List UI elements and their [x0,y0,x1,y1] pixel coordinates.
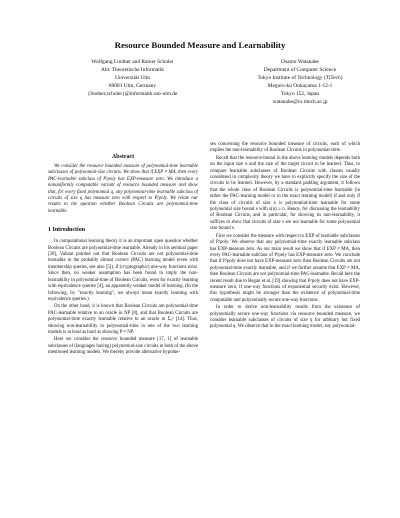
left-column [48,148,198,358]
paper-title: Resource Bounded Measure and Learnability [114,40,286,50]
author-city: 89081 Ulm, Germany [108,83,157,89]
paragraph: In computational learning theory it is an important open question whether Boolean Circuits are polynomial-time learnable. Already in his seminal paper [20], Valiant pointed out that Boolean Circuits are not polynomial-time learnable in the probably almost correct (PAC) learning model (even with membership queries, see also [5]), if (cryptographic) one-way functions exist. Since then, no weaker assumption has been found to imply the non-learnability in polynomial-time of Boolean Circuits, even for exactly learning with equivalence queries [4], an apparently weaker model of learning. (In the following, by "exactly learning", we always mean exactly learning with equivalence queries.) [48,239,198,302]
paragraph: In order to derive non-learnability results from the existence of polynomially secure one-way functions via resource bounded measure, we consider learnable subclasses of circuits of size q for arbitrary but fixed polynomial q. We observe that in the exact learning model, any polynomial- [210,305,360,330]
author-dept: Abt. Theoretische Informatik [101,67,164,73]
author-name: Osamu Watanabe [281,59,319,65]
paragraph: On the other hand, it is known that Boolean Circuits are polynomial-time PAC-learnable relative to an oracle in NP [8], and that Boolean Circuits are polynomial-time exactly learnable relative to an oracle in Σ₃ᵖ [14]. Thus, showing non-learnability in polynomial-time in one of the two learning models is at least as hard as showing P ≠ NP. [48,304,198,335]
author-city: Tokyo 152, Japan [280,91,320,97]
section-heading: 1 Introduction [48,227,86,234]
author-university: Universität Ulm [115,75,150,81]
author-block-right [240,58,360,106]
author-dept: Department of Computer Science [263,67,337,73]
paragraph: Recall that the resource-bound in the above learning models depends both on the input size n and the size of the target circuit to be learned. Thus, to compare learnable subclasses of Boolean Circuits with classes usually considered in complexity theory we have to explicitly specify the size of the circuits to be learned. However, by a standard padding argument, it follows that the whole class of Boolean Circuits is polynomial-time learnable (in either the PAC-learning model or in the exact learning model) if and only if the class of circuits of size n is polynomial-time learnable for some polynomial size bound s with s(n) ≥ n. Hence, for discussing the learnability of Boolean Circuits, and in particular, for showing its non-learnability, it suffices to show that circuits of size s are not learnable for some polynomial size bound s. [210,155,360,232]
author-institute: Tokyo Institute of Technology (TiTech) [257,75,343,81]
author-block-left [50,58,215,98]
paragraph: ses concerning the resource bounded measure of circuits, each of which implies the non-learnability of Boolean Circuits in polynomial-time. [210,142,360,154]
paragraph: First we consider the measure with respect to EXP of learnable subclasses of P/poly. We observe that any polynomial-time exactly learnable subclass has EXP-measure zero. As our main result we show that if EXP ≠ MA, then every PAC-learnable subclass of P/poly has EXP-measure zero. We conclude that if P/poly does not have EXP-measure zero then Boolean Circuits are not polynomial-time exactly learnable, and if we further assume that EXP ≠ MA, then Boolean Circuits are not polynomial-time PAC-learnable. Recall here the recent result due to Regan et al. [19] showing that P/poly does not have EXP-measure zero, if one-way functions of exponential security exist. However, this hypothesis might be stronger than the existence of polynomial-time computable and polynomially secure one-way functions. [210,233,360,303]
abstract-heading: Abstract [111,154,135,160]
author-address: Meguro-ku Ookayama 1-12-1 [267,83,333,89]
right-column [210,142,360,332]
abstract-text: We consider the resource bounded measure of polynomial-time learnable subclasses of polynomial-size circuits. We show that if EXP ≠ MA, then every PAC-learnable subclass of P/poly has EXP-measure zero. We introduce a nonuniformly computable variant of resource bounded measure and show that, for every fixed polynomial q, any polynomial-time learnable subclass of circuits of size q has measure zero with respect to P/poly. We relate our results to the question whether Boolean Circuits are polynomial-time learnable. [48,164,198,214]
author-email: watanabe@cs.titech.ac.jp [272,99,328,105]
author-names: Wolfgang Lindner and Rainer Schuler [91,59,174,65]
paragraph: Here we consider the resource bounded measure [17, 1] of learnable subclasses of (languages having) polynomial-size circuits in both of the above mentioned learning models. We thereby provide alternative hypothe- [48,337,198,356]
author-email: {lindner,schuler}@informatik.uni-ulm.de [87,91,178,97]
